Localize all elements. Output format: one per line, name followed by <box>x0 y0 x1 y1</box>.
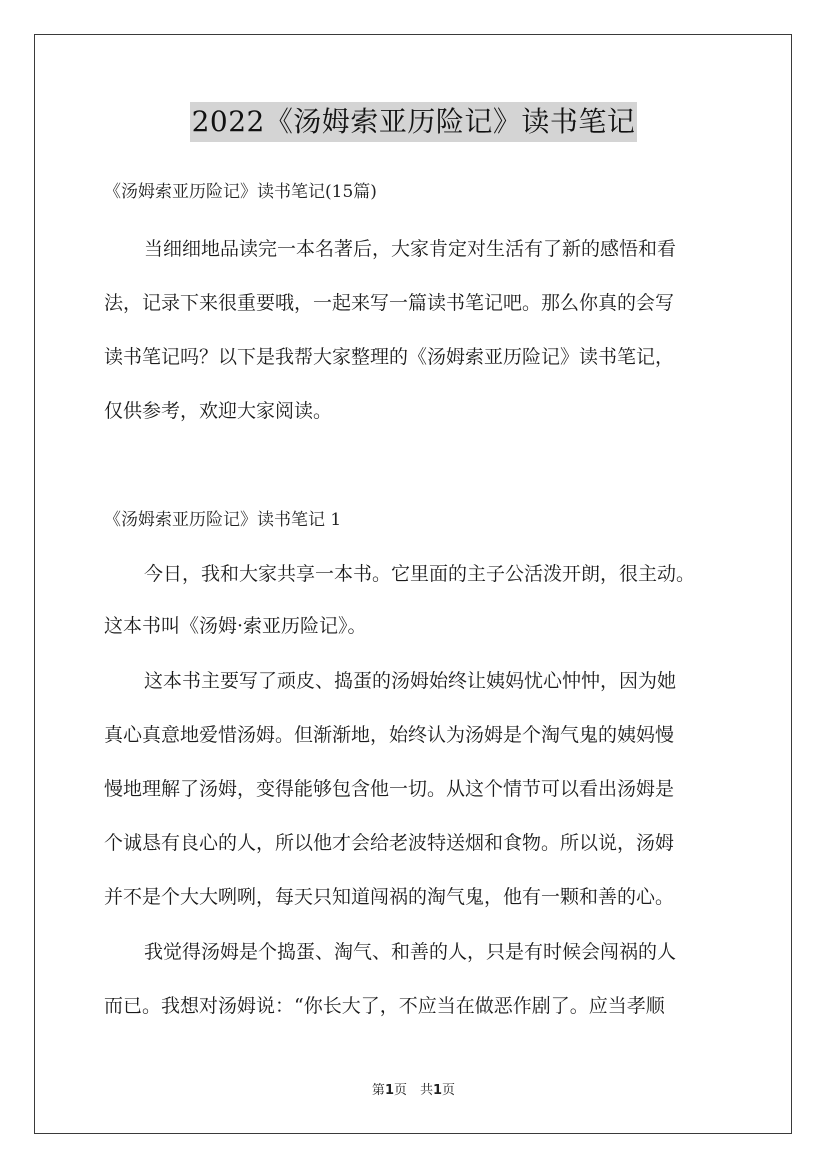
page-suffix: 页 <box>442 1083 456 1098</box>
page-mid: 页 共 <box>393 1083 433 1098</box>
paragraph-line: 今日，我和大家共享一本书。它里面的主子公活泼开朗，很主动。 <box>144 563 696 585</box>
document-subtitle: 《汤姆索亚历险记》读书笔记(15篇) <box>104 182 377 202</box>
paragraph-line: 这本书叫《汤姆·索亚历险记》。 <box>104 615 367 637</box>
paragraph-line: 个诚恳有良心的人，所以他才会给老波特送烟和食物。所以说，汤姆 <box>104 832 675 854</box>
page-prefix: 第 <box>371 1083 385 1098</box>
title-container <box>0 102 827 142</box>
paragraph-line: 这本书主要写了顽皮、捣蛋的汤姆始终让姨妈忧心忡忡，因为她 <box>144 670 677 692</box>
paragraph-line: 并不是个大大咧咧，每天只知道闯祸的淘气鬼，他有一颗和善的心。 <box>104 886 675 908</box>
paragraph-line: 我觉得汤姆是个捣蛋、淘气、和善的人，只是有时候会闯祸的人 <box>144 941 677 963</box>
intro-line: 仅供参考，欢迎大家阅读。 <box>104 400 333 422</box>
paragraph-line: 慢地理解了汤姆，变得能够包含他一切。从这个情节可以看出汤姆是 <box>104 778 675 800</box>
page-current: 1 <box>384 1083 394 1098</box>
intro-line: 当细细地品读完一本名著后，大家肯定对生活有了新的感悟和看 <box>144 238 677 260</box>
intro-line: 法，记录下来很重要哦，一起来写一篇读书笔记吧。那么你真的会写 <box>104 292 675 314</box>
paragraph-line: 而已。我想对汤姆说：“你长大了，不应当在做恶作剧了。应当孝顺 <box>104 995 665 1017</box>
page-indicator <box>0 1082 827 1100</box>
document-title: 2022《汤姆索亚历险记》读书笔记 <box>190 102 638 142</box>
paragraph-line: 真心真意地爱惜汤姆。但渐渐地，始终认为汤姆是个淘气鬼的姨妈慢 <box>104 724 675 746</box>
page-total: 1 <box>433 1083 443 1098</box>
section-heading: 《汤姆索亚历险记》读书笔记 1 <box>104 510 342 530</box>
intro-line: 读书笔记吗？以下是我帮大家整理的《汤姆索亚历险记》读书笔记， <box>104 346 675 368</box>
